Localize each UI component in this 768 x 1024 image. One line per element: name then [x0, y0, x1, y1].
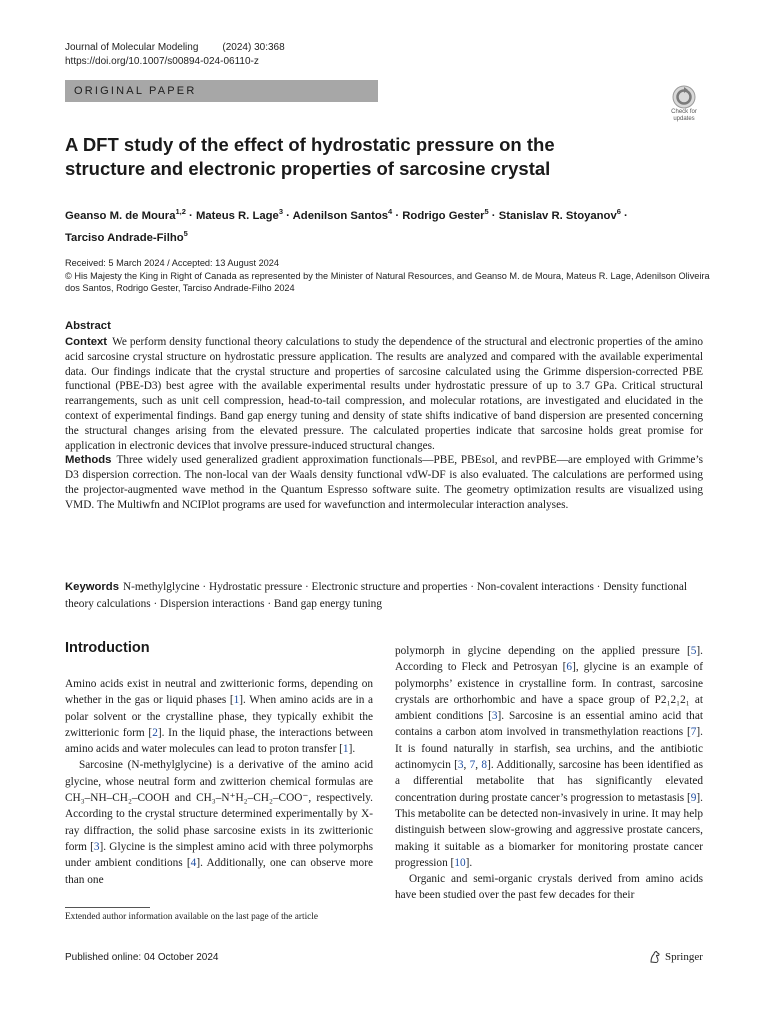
abstract-context: [65, 335, 703, 453]
author-affiliation: 5: [183, 228, 188, 238]
citation-link[interactable]: 1: [233, 694, 240, 707]
author-affiliation: 1,2: [175, 207, 186, 216]
keywords-label: Keywords: [65, 581, 119, 593]
author-name[interactable]: Tarciso Andrade-Filho: [65, 231, 184, 244]
article-history: [65, 257, 710, 295]
citation-link[interactable]: 2: [152, 726, 158, 739]
keywords: [65, 579, 705, 612]
citation-link[interactable]: 7: [690, 726, 697, 739]
check-for-updates-button[interactable]: [664, 85, 704, 127]
paragraph: Amino acids exist in neutral and zwitterionic forms, depending on whether in the gas or liquid phases [1]. When amino acids are in a polar solvent or the crystalline phase, they typically exhibit the zwitterionic form [2]. In the liquid phase, the interactions between amino acids and water molecules can lead to proton transfer [1].: [65, 678, 373, 756]
doi-link[interactable]: https://doi.org/10.1007/s00894-024-06110-z: [65, 56, 259, 67]
citation-link[interactable]: 6: [566, 661, 573, 674]
abstract-body: [65, 335, 703, 513]
citation-link[interactable]: 8: [481, 759, 488, 772]
author-list: Geanso M. de Moura$^{1,2}$ · Mateus R. Lage$^3$ · Adenilson Santos$^4$ · Rodrigo Gester$^5$ · Stanislav R. Stoyanov$^6$ · Tarciso Andrade-Filho$^5$: [65, 207, 628, 244]
copyright-notice: © His Majesty the King in Right of Canada as represented by the Minister of Natural Resources, and Geanso M. de Moura, Mateus R. Lage, Adenilson Oliveira dos Santos, Rodrigo Gester, Tarciso Andrade-Filho 2024: [65, 270, 710, 293]
citation-link[interactable]: 3: [93, 840, 100, 853]
journal-header: [65, 41, 285, 69]
keywords-text: N-methylglycine · Hydrostatic pressure · Electronic structure and properties · Non-covalent interactions · Density functional theory calculations · Dispersion interactions · Band gap energy tuning: [65, 581, 688, 610]
check-updates-line1: Check for: [671, 109, 697, 115]
article-type-badge: ORIGINAL PAPER: [65, 80, 378, 102]
citation-link[interactable]: 9: [690, 791, 697, 804]
author-name[interactable]: Adenilson Santos: [292, 209, 389, 222]
footnote: Extended author information available on the last page of the article: [65, 912, 318, 922]
abstract-heading: Abstract: [65, 320, 111, 332]
author-name[interactable]: Geanso M. de Moura: [65, 209, 176, 222]
citation-link[interactable]: 1: [342, 743, 349, 756]
author-affiliation: 4: [388, 207, 393, 216]
journal-issue: (2024) 30:368: [222, 42, 285, 53]
author-affiliation: 5: [484, 207, 489, 216]
author-affiliation: 6: [616, 207, 621, 216]
citation-link[interactable]: 5: [690, 645, 697, 657]
check-updates-icon: [672, 85, 696, 109]
citation-link[interactable]: 10: [454, 856, 466, 869]
author-name[interactable]: Stanislav R. Stoyanov: [498, 209, 617, 222]
paragraph: Sarcosine (N-methylglycine) is a derivative of the amino acid glycine, whose neutral form and zwitterion chemical formulas are CH₃–NH–CH₂–COOH and CH₃–N⁺H₂–CH₂–COO⁻, respectively. According to the crystal structure determined experimentally by X-ray diffraction, the solid phase sarcosine exists in its zwitterionic form [3]. Glycine is the simplest amino acid with three polymorphs under ambient conditions [4]. Additionally, one can observe more than one: [65, 759, 374, 886]
body-column-left: [65, 676, 373, 888]
author-name[interactable]: Mateus R. Lage: [195, 209, 279, 222]
received-accepted-dates: Received: 5 March 2024 / Accepted: 13 August 2024: [65, 258, 280, 268]
context-label: Context: [65, 336, 108, 348]
published-date: Published online: 04 October 2024: [65, 952, 219, 963]
context-text: We perform density functional theory calculations to study the dependence of the structural and electronic properties of the amino acid sarcosine crystal structure on hydrostatic pressure application. The results are analyzed and compared with the available experimental data. Our findings indicate that the crystal structure and properties of sarcosine calculated using the Grimme dispersion-corrected PBE functional (PBE-D3) best agree with the available experimental results under hydrostatic pressure of up to 3.7 GPa. Critical structural rearrangements, such as unit cell compression, head-to-tail compression, and molecular rotations, are investigated and elucidated in the context of experimental findings. Band gap energy tuning and density of state shifts indicative of band dispersion are presented concerning the structural changes arising from the elevated pressure. The calculated properties indicate that sarcosine holds great promise for application in electronic devices that involve pressure-induced structural changes.: [65, 336, 703, 452]
body-column-right: [395, 643, 703, 904]
footnote-divider: [65, 907, 150, 908]
methods-text: Three widely used generalized gradient approximation functionals—PBE, PBEsol, and revPBE—are employed with Grimme’s D3 dispersion correction. The non-local van der Waals density functional vdW-DF is also evaluated. The calculations are performed using the projector-augmented wave method in the Quantum Espresso software suite. The geometry optimization results are visualized using VMD. The Multiwfn and NCIPlot programs are used for wavefunction and intermolecular interaction analyses.: [65, 454, 703, 511]
methods-label: Methods: [65, 454, 112, 467]
author-name[interactable]: Rodrigo Gester: [402, 209, 485, 222]
publisher-name: Springer: [665, 951, 703, 963]
author-affiliation: 3: [278, 207, 284, 216]
springer-horse-icon: [648, 950, 662, 964]
introduction-heading: Introduction: [65, 640, 150, 656]
publisher-logo: [648, 950, 703, 964]
check-updates-line2: updates: [673, 115, 695, 122]
citation-link[interactable]: 3: [457, 759, 464, 772]
paragraph: polymorph in glycine depending on the applied pressure [5]. According to Fleck and Petrosyan [6], glycine is an example of polymorphs’ existence in crystalline form. In contrast, sarcosine crystals are orthorhombic and have a space group of P2₁2₁2₁ at ambient conditions [3]. Sarcosine is an essential amino acid that contains a carbon atom involved in transmethylation reactions [7]. It is found naturally in starfish, sea urchins, and the antibiotic actinomycin [3, 7, 8]. Additionally, sarcosine has been identified as a differential metabolite that has significantly elevated concentration during prostate cancer’s progression to metastasis [9]. This metabolite can be detected non-invasively in urine. It may help distinguish between slow-growing and aggressive prostate cancers, making it suitable as a biomarker for monitoring prostate cancer progression [10].: [395, 645, 703, 869]
citation-link[interactable]: 3: [491, 710, 498, 723]
abstract-methods: [65, 453, 703, 512]
paragraph: Organic and semi-organic crystals derived from amino acids have been studied over the past few decades for their: [395, 873, 703, 902]
journal-name: Journal of Molecular Modeling: [65, 42, 199, 53]
citation-link[interactable]: 4: [190, 857, 197, 870]
citation-link[interactable]: 7: [469, 759, 476, 772]
article-title: A DFT study of the effect of hydrostatic pressure on the structure and electronic properties of sarcosine crystal: [65, 134, 555, 179]
